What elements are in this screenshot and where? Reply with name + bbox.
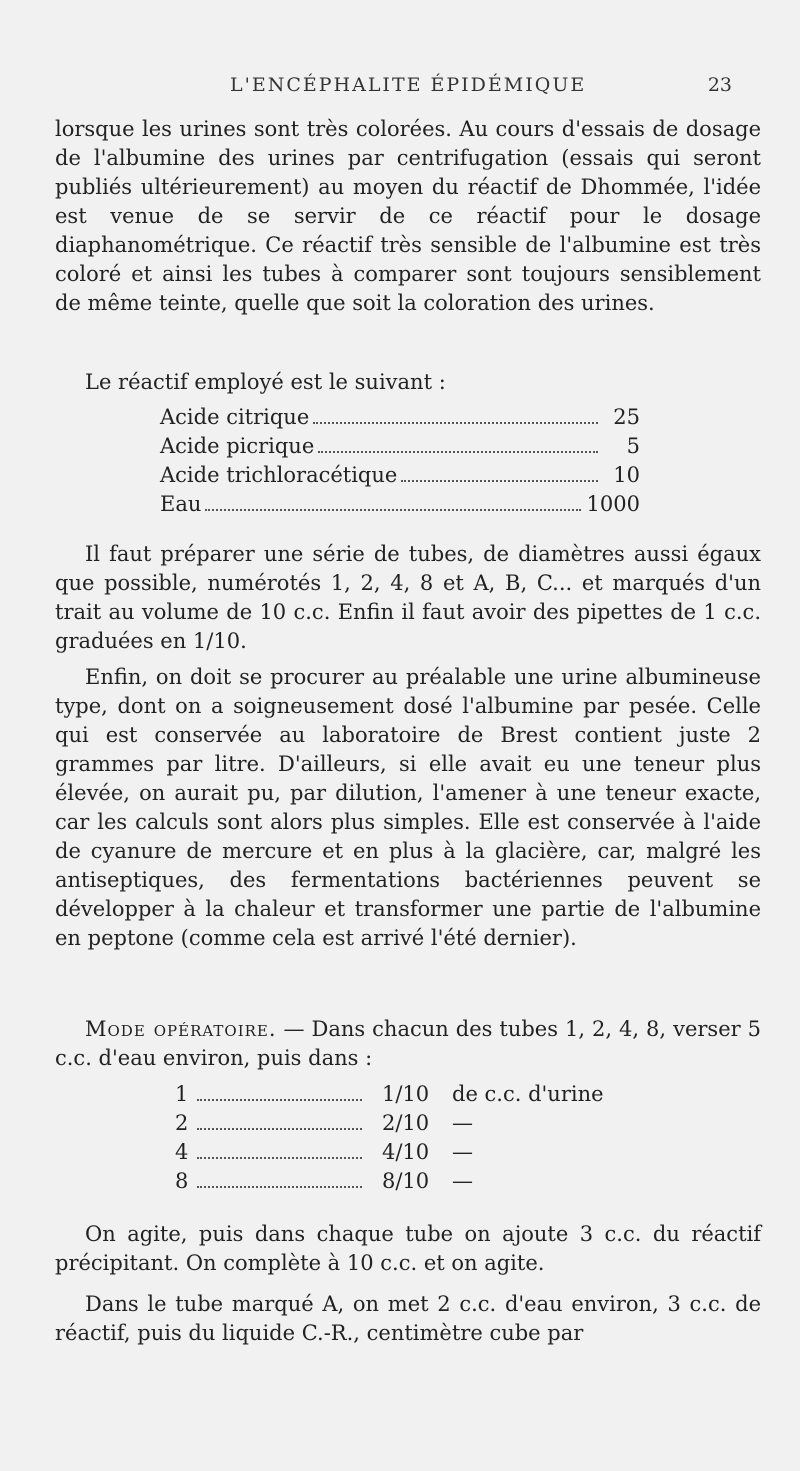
tube-number: 2 bbox=[175, 1111, 189, 1135]
dilution-unit: — bbox=[452, 1169, 473, 1193]
page-number: 23 bbox=[707, 74, 732, 96]
paragraph-3: Il faut préparer une série de tubes, de diamètres aussi égaux que possible, numérotés 1, 2, 4, 8 et A, B, C... et marqués d'un trait au volume de 10 c.c. Enfin il faut avoir des pipettes de 1 c.c. graduées en 1/10. bbox=[55, 542, 761, 653]
recipe-ingredient: Acide trichloracétique bbox=[160, 463, 398, 487]
recipe-row bbox=[160, 403, 640, 432]
section-lead: Mode opératoire. bbox=[85, 1017, 277, 1041]
tube-number: 8 bbox=[175, 1169, 189, 1193]
leader-dots bbox=[197, 1157, 362, 1159]
tube-number: 4 bbox=[175, 1140, 189, 1164]
leader-dots bbox=[197, 1099, 362, 1101]
dilution-table bbox=[175, 1080, 615, 1196]
recipe-quantity: 1000 bbox=[586, 492, 640, 516]
recipe-quantity: 10 bbox=[613, 463, 640, 487]
recipe-row bbox=[160, 461, 640, 490]
dilution-amount: 1/10 bbox=[382, 1082, 430, 1106]
dilution-row bbox=[175, 1167, 615, 1196]
leader-dots bbox=[197, 1128, 362, 1130]
recipe-quantity: 5 bbox=[626, 434, 640, 458]
reagent-recipe bbox=[160, 403, 640, 519]
recipe-ingredient: Acide citrique bbox=[160, 405, 310, 429]
dilution-amount: 4/10 bbox=[382, 1140, 430, 1164]
recipe-quantity: 25 bbox=[613, 405, 640, 429]
leader-dots bbox=[197, 1186, 362, 1188]
dilution-row bbox=[175, 1138, 615, 1167]
leader-dots bbox=[401, 480, 598, 482]
dilution-row bbox=[175, 1109, 615, 1138]
dilution-unit: — bbox=[452, 1140, 473, 1164]
dilution-unit: de c.c. d'urine bbox=[452, 1082, 604, 1106]
page-header bbox=[0, 74, 800, 104]
leader-dots bbox=[205, 509, 580, 511]
recipe-row bbox=[160, 432, 640, 461]
tube-number: 1 bbox=[175, 1082, 189, 1106]
dilution-amount: 2/10 bbox=[382, 1111, 430, 1135]
recipe-row bbox=[160, 490, 640, 519]
paragraph-4: Enfin, on doit se procurer au préalable une urine albumineuse type, dont on a soigneusement dosé l'albumine par pesée. Celle qui est conservée au laboratoire de Brest contient juste 2 grammes par litre. D'ailleurs, si elle avait eu une teneur plus élevée, on aurait pu, par dilution, l'amener à une teneur exacte, car les calculs sont alors plus simples. Elle est conservée à l'aide de cyanure de mercure et en plus à la glacière, car, malgré les antiseptiques, des fermentations bactériennes peuvent se développer à la chaleur et transformer une partie de l'albumine en peptone (comme cela est arrivé l'été dernier). bbox=[55, 665, 761, 950]
recipe-ingredient: Acide picrique bbox=[160, 434, 315, 458]
dilution-amount: 8/10 bbox=[382, 1169, 430, 1193]
leader-dots bbox=[313, 422, 598, 424]
recipe-ingredient: Eau bbox=[160, 492, 202, 516]
paragraph-2: Le réactif employé est le suivant : bbox=[85, 370, 446, 394]
paragraph-7: Dans le tube marqué A, on met 2 c.c. d'eau environ, 3 c.c. de réactif, puis du liquide C.-R., centimètre cube par bbox=[55, 1292, 761, 1345]
paragraph-5 bbox=[55, 1015, 761, 1073]
leader-dots bbox=[318, 451, 598, 453]
paragraph-6: On agite, puis dans chaque tube on ajoute 3 c.c. du réactif précipitant. On complète à 10 c.c. et on agite. bbox=[55, 1222, 761, 1275]
paragraph-1: lorsque les urines sont très colorées. Au cours d'essais de dosage de l'albumine des urines par centrifugation (essais qui seront publiés ultérieurement) au moyen du réactif de Dhommée, l'idée est venue de se servir de ce réactif pour le dosage diaphanométrique. Ce réactif très sensible de l'albumine est très coloré et ainsi les tubes à comparer sont toujours sensiblement de même teinte, quelle que soit la coloration des urines. bbox=[55, 117, 761, 315]
dilution-row bbox=[175, 1080, 615, 1109]
running-head: L'ENCÉPHALITE ÉPIDÉMIQUE bbox=[230, 74, 587, 96]
dilution-unit: — bbox=[452, 1111, 473, 1135]
section-text: — Dans chacun des tubes 1, 2, 4, 8, verser 5 c.c. d'eau environ, puis dans : bbox=[55, 1017, 761, 1070]
